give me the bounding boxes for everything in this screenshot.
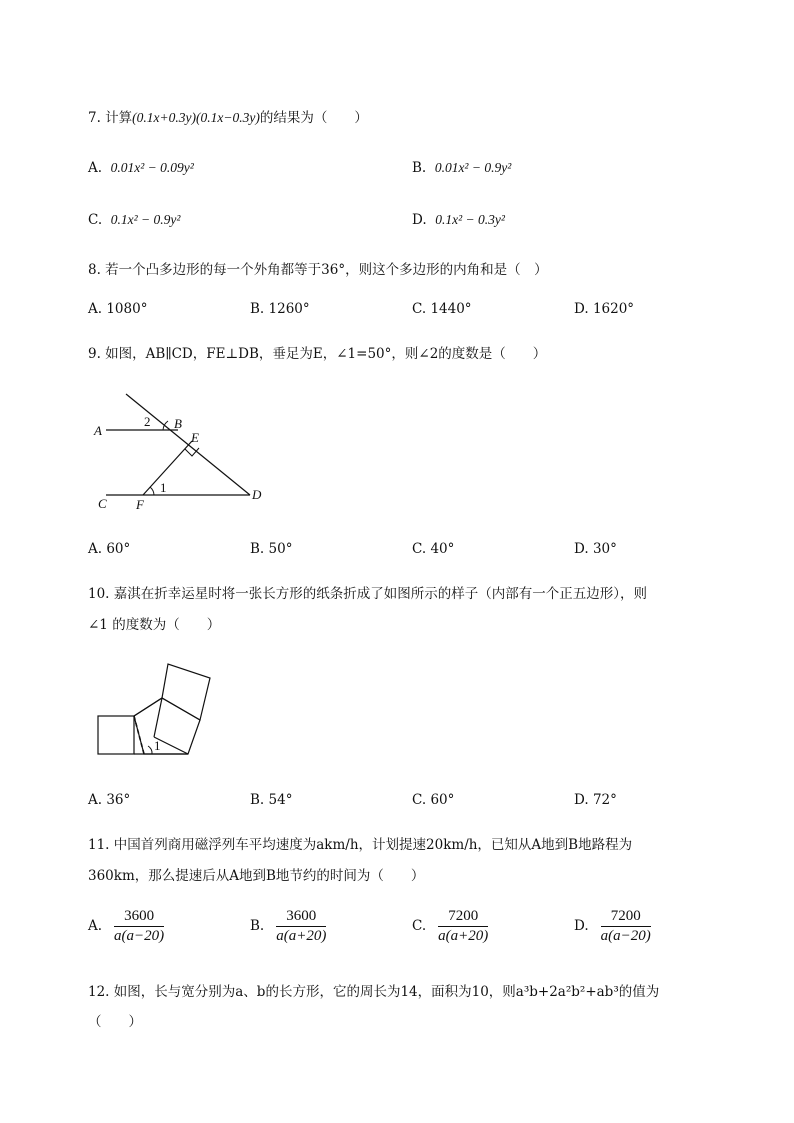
q7-expression: (0.1x+0.3y)(0.1x−0.3y) (132, 110, 260, 125)
q10-option-b[interactable]: B. 54° (250, 792, 293, 808)
question-10-stem-line2: ∠1 的度数为（ ） (88, 617, 221, 633)
question-11-stem-line1: 11. 中国首列商用磁浮列车平均速度为akm/h，计划提速20km/h，已知从A地到B地路程为 (88, 837, 633, 853)
q9-option-d[interactable]: D. 30° (574, 541, 617, 557)
q9-option-b[interactable]: B. 50° (250, 541, 293, 557)
q7-option-b[interactable]: B. 0.01x² − 0.9y² (412, 160, 512, 176)
fraction: $\frac{7200}{a(a-20)}$ (600, 908, 651, 944)
q10-figure (96, 660, 221, 760)
angle-1-arc (150, 487, 154, 495)
inner-fold-line (154, 698, 162, 737)
q10-option-c[interactable]: C. 60° (412, 792, 455, 808)
question-10-stem-line1: 10. 嘉淇在折幸运星时将一张长方形的纸条折成了如图所示的样子（内部有一个正五边形），则 (88, 586, 648, 602)
line-db (126, 394, 250, 495)
q10-option-a[interactable]: A. 36° (88, 792, 131, 808)
pentagon (134, 698, 200, 754)
label-d: D (252, 487, 262, 502)
label-a: A (94, 423, 102, 438)
q9-figure (88, 380, 278, 515)
q7-stem-pre: 7. 计算 (88, 110, 133, 126)
q8-option-c[interactable]: C. 1440° (412, 301, 472, 317)
label-angle-1: 1 (160, 480, 167, 495)
strip-left-rect (98, 716, 134, 754)
q8-option-d[interactable]: D. 1620° (574, 301, 635, 317)
question-7-stem (88, 106, 368, 126)
label-e: E (191, 430, 199, 445)
angle-1-arc (148, 746, 152, 754)
q11-option-c[interactable]: C. $\frac{7200}{a(a+20)}$ (412, 908, 489, 944)
q9-option-c[interactable]: C. 40° (412, 541, 455, 557)
top-square (162, 664, 210, 720)
q9-option-a[interactable]: A. 60° (88, 541, 131, 557)
fraction: $\frac{3600}{a(a+20)}$ (276, 908, 327, 944)
q7-option-a[interactable]: A. 0.01x² − 0.09y² (88, 160, 194, 176)
question-12-stem-line2: （ ） (88, 1014, 142, 1030)
label-f: F (136, 497, 144, 512)
label-c: C (98, 496, 107, 511)
label-angle-2: 2 (144, 414, 151, 429)
q11-option-d[interactable]: D. $\frac{7200}{a(a-20)}$ (574, 908, 651, 944)
q11-option-a[interactable]: A. $\frac{3600}{a(a-20)}$ (88, 908, 165, 944)
question-11-stem-line2: 360km，那么提速后从A地到B地节约的时间为（ ） (88, 868, 425, 884)
q10-option-d[interactable]: D. 72° (574, 792, 617, 808)
label-b: B (174, 416, 182, 431)
fraction: $\frac{7200}{a(a+20)}$ (438, 908, 489, 944)
question-9-stem: 9. 如图，AB∥CD，FE⊥DB，垂足为E，∠1=50°，则∠2的度数是（ ） (88, 346, 547, 362)
q8-option-b[interactable]: B. 1260° (250, 301, 310, 317)
q11-option-b[interactable]: B. $\frac{3600}{a(a+20)}$ (250, 908, 327, 944)
label-angle-1: 1 (154, 738, 161, 753)
q7-stem-post: 的结果为（ ） (259, 110, 368, 126)
fraction: $\frac{3600}{a(a-20)}$ (114, 908, 165, 944)
q8-option-a[interactable]: A. 1080° (88, 301, 148, 317)
q7-option-d[interactable]: D. 0.1x² − 0.3y² (412, 212, 505, 228)
q7-option-c[interactable]: C. 0.1x² − 0.9y² (88, 212, 181, 228)
question-12-stem-line1: 12. 如图，长与宽分别为a、b的长方形，它的周长为14，面积为10，则a³b+2a²b²+ab³的值为 (88, 984, 660, 1000)
question-8-stem: 8. 若一个凸多边形的每一个外角都等于36°，则这个多边形的内角和是（ ） (88, 262, 548, 278)
